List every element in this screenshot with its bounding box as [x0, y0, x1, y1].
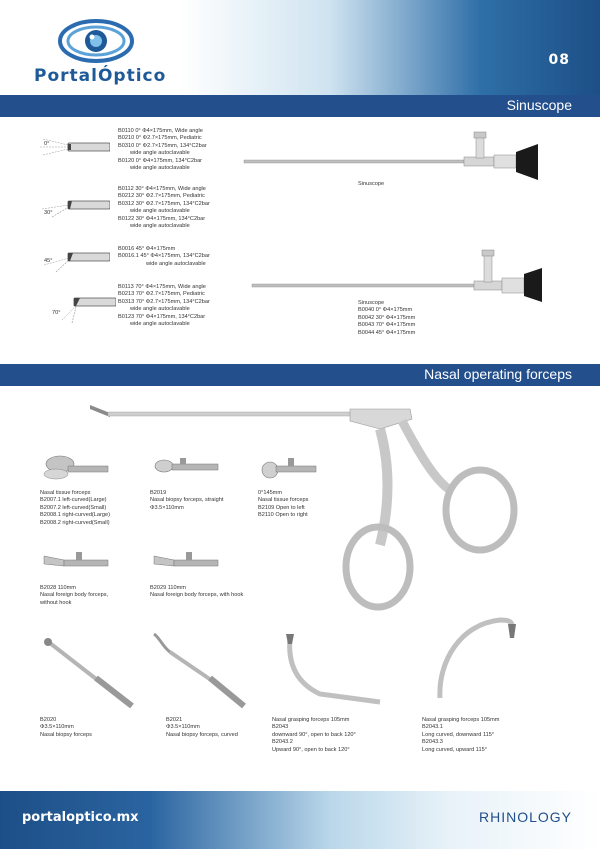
forceps-foreign-body-hook-image [150, 544, 222, 578]
sinuscope-image-1 [240, 128, 560, 188]
forceps-grasping-long-image [420, 612, 540, 708]
forceps-desc-biopsy: B2020 Φ3.5×110mm Nasal biopsy forceps [40, 717, 92, 738]
forceps-tissue-image [40, 448, 110, 484]
forceps-desc-biopsy-straight: B2019 Nasal biopsy forceps, straight Φ3.5×110mm [150, 490, 224, 511]
angle-label-70: 70° [52, 310, 61, 316]
spec-group-70: B0113 70° Φ4×175mm, Wide angle B0213 70° Φ2.7×175mm, Pediatric B0313 70° Φ2.7×175mm, 134°C2bar wide angle autoclavable B0123 70° Φ4×175mm, 134°C2bar wide angle autoclavable [118, 284, 210, 328]
angle-label-0: 0° [44, 141, 50, 147]
spec-group-0: B0110 0° Φ4×175mm, Wide angle B0210 0° Φ2.7×175mm, Pediatric B0310 0° Φ2.7×175mm, 134°C2bar wide angle autoclavable B0120 0° Φ4×175mm, 134°C2bar wide angle autoclavable [118, 128, 207, 172]
angle-label-45: 45° [44, 258, 53, 264]
page-number: 08 [548, 52, 570, 68]
forceps-biopsy-straight-image [150, 450, 220, 484]
section-bar-sinuscope [0, 95, 600, 117]
spec-group-45: B0016 45° Φ4×175mm B0016.1 45° Φ4×175mm, 134°C2bar wide angle autoclavable [118, 246, 210, 267]
angle-label-30: 30° [44, 210, 53, 216]
section-bar-forceps [0, 364, 600, 386]
forceps-tissue-open-image [258, 452, 318, 486]
forceps-desc-biopsy-curved: B2021 Φ3.5×110mm Nasal biopsy forceps, curved [166, 717, 238, 738]
sinuscope-image-2 [248, 248, 568, 304]
spec-group-30: B0112 30° Φ4×175mm, Wide angle B0212 30° Φ2.7×175mm, Pediatric B0312 30° Φ2.7×175mm, 134°C2bar wide angle autoclavable B0122 30° Φ4×175mm, 134°C2bar wide angle autoclavable [118, 186, 210, 230]
forceps-biopsy-curved-image [150, 630, 250, 710]
header [0, 0, 600, 100]
sinuscope-caption-1: Sinuscope [358, 181, 385, 187]
footer-url[interactable]: portaloptico.mx [22, 810, 139, 825]
forceps-desc-tissue: Nasal tissue forceps B2007.1 left-curved(Large) B2007.2 left-curved(Small) B2008.1 right-curved(Large) B2008.2 right-curved(Small) [40, 490, 110, 526]
scope-tip-70-icon [44, 290, 116, 324]
footer-category: RHINOLOGY [478, 809, 572, 825]
brand-name: PortalÓptico [34, 66, 167, 86]
forceps-desc-foreign-body: B2028 110mm Nasal foreign body forceps, without hook [40, 585, 109, 606]
section-title: Nasal operating forceps [424, 366, 572, 382]
section-title: Sinuscope [506, 97, 572, 113]
forceps-desc-grasping: Nasal grasping forceps 105mm B2043 downward 90°, open to back 120° B2043.2 Upward 90°, open to back 120° [272, 717, 356, 753]
forceps-desc-tissue-open: 0°145mm Nasal tissue forceps B2109 Open to left B2110 Open to right [258, 490, 309, 519]
forceps-desc-foreign-body-hook: B2029 110mm Nasal foreign body forceps, with hook [150, 585, 244, 599]
forceps-foreign-body-image [40, 544, 112, 578]
footer [0, 791, 600, 849]
sinuscope-caption-2: Sinuscope B0040 0° Φ4×175mm B0042 30° Φ4×175mm B0043 70° Φ4×175mm B0044 45° Φ4×175mm [358, 300, 416, 336]
eye-logo-icon [58, 18, 134, 64]
forceps-desc-grasping-long: Nasal grasping forceps 105mm B2043.1 Long curved, downward 115° B2043.3 Long curved, upward 115° [422, 717, 500, 753]
forceps-grasping-image [270, 630, 390, 710]
forceps-biopsy-image [40, 630, 140, 710]
